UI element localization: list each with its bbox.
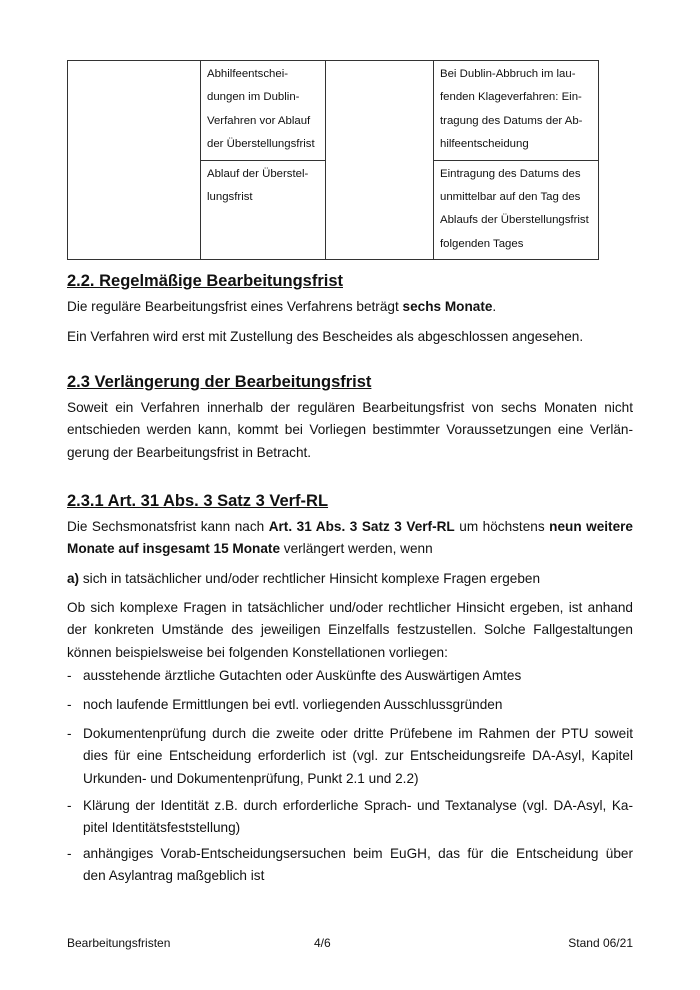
text-bold: Art. 31 Abs. 3 Satz 3 Verf-RL	[268, 519, 455, 534]
cell-line: Ablauf der Überstel-	[207, 167, 309, 180]
text: Urkunden- und Dokumentenprüfung, Punkt 2.1 und 2.2)	[83, 770, 419, 786]
cell-line: dungen im Dublin-	[207, 91, 300, 104]
text: dies für eine Entscheidung erforderlich ist (vgl. zur Entscheidungsreife DA-Asyl, Kapitel	[83, 748, 633, 764]
text: den Asylantrag maßgeblich ist	[83, 868, 265, 884]
text-bold: Monate auf insgesamt 15 Monate	[67, 541, 281, 557]
text: Dokumentenprüfung durch die zweite oder dritte Prüfebene im Rahmen der PTU soweit	[83, 726, 633, 741]
cell-line: unmittelbar auf den Tag des	[440, 191, 581, 204]
paragraph	[67, 597, 633, 664]
text: um höchstens	[454, 519, 550, 534]
page-number: 4/6	[314, 936, 331, 950]
section-heading-2-2: 2.2. Regelmäßige Bearbeitungsfrist	[67, 272, 343, 290]
footer-version: Stand 06/21	[568, 936, 633, 950]
cell-line: fenden Klageverfahren: Ein-	[440, 91, 582, 104]
cell-line: tragung des Datums der Ab-	[440, 114, 583, 127]
cell-line: lungsfrist	[207, 191, 253, 204]
bullet-dash: -	[67, 697, 72, 712]
text: pitel Identitätsfeststellung)	[83, 820, 241, 836]
paragraph	[67, 516, 633, 561]
text: anhängiges Vorab-Entscheidungsersuchen beim EuGH, das für die Entscheidung über	[83, 846, 633, 861]
text: verlängert werden, wenn	[280, 541, 433, 557]
cell-line: Abhilfeentschei-	[207, 68, 289, 80]
text: können beispielsweise bei folgenden Konstellationen vorliegen:	[67, 644, 448, 660]
table-cell-empty	[326, 61, 434, 260]
bullet-dash: -	[67, 798, 72, 813]
bullet-dash: -	[67, 726, 72, 741]
text: .	[492, 299, 497, 314]
paragraph	[67, 568, 633, 590]
cell-line: Bei Dublin-Abbruch im lau-	[440, 68, 576, 80]
text-bold: sechs Monate	[402, 299, 493, 314]
footer-title: Bearbeitungsfristen	[67, 936, 171, 950]
text: entschieden werden kann, kommt bei Vorliegen bestimmter Voraussetzungen eine Verlän-	[67, 422, 633, 438]
cell-line: hilfeentscheidung	[440, 138, 529, 151]
text: noch laufende Ermittlungen bei evtl. vorliegenden Ausschlussgründen	[83, 697, 503, 712]
text-bold: neun weitere	[549, 519, 633, 534]
section-heading-2-3-1: 2.3.1 Art. 31 Abs. 3 Satz 3 Verf-RL	[67, 492, 329, 510]
list-label: a)	[67, 571, 80, 586]
text: Die Sechsmonatsfrist kann nach	[67, 519, 269, 534]
text: der konkreten Umstände des jeweiligen Einzelfalls festzustellen. Solche Fallgestaltungen	[67, 622, 633, 638]
text: Klärung der Identität z.B. durch erforderliche Sprach- und Textanalyse (vgl. DA-Asyl, Ka-	[83, 798, 633, 813]
cell-line: Ablaufs der Überstellungsfrist	[440, 214, 589, 227]
bullet-dash: -	[67, 846, 72, 861]
text: ausstehende ärztliche Gutachten oder Auskünfte des Auswärtigen Amtes	[83, 668, 522, 683]
deadline-table	[67, 60, 599, 260]
paragraph	[67, 397, 633, 464]
text: Die reguläre Bearbeitungsfrist eines Verfahrens beträgt	[67, 299, 403, 314]
bullet-dash: -	[67, 668, 72, 683]
table-cell	[201, 160, 326, 260]
table-row	[68, 61, 599, 161]
paragraph	[67, 326, 633, 348]
paragraph	[67, 296, 633, 318]
cell-line: folgenden Tages	[440, 237, 524, 250]
table-cell	[201, 61, 326, 161]
text: gerung der Bearbeitungsfrist in Betracht.	[67, 444, 312, 460]
table-cell-empty	[68, 61, 201, 260]
text: Ein Verfahren wird erst mit Zustellung des Bescheides als abgeschlossen angesehen.	[67, 329, 584, 344]
cell-line: der Überstellungsfrist	[207, 138, 315, 151]
text: Soweit ein Verfahren innerhalb der regulären Bearbeitungsfrist von sechs Monaten nicht	[67, 400, 633, 415]
table-cell	[434, 160, 599, 260]
cell-line: Eintragung des Datums des	[440, 167, 581, 180]
text: sich in tatsächlicher und/oder rechtlicher Hinsicht komplexe Fragen ergeben	[79, 571, 541, 586]
text: Ob sich komplexe Fragen in tatsächlicher und/oder rechtlicher Hinsicht ergeben, ist anhand	[67, 600, 633, 615]
table-cell	[434, 61, 599, 161]
section-heading-2-3: 2.3 Verlängerung der Bearbeitungsfrist	[67, 373, 372, 391]
cell-line: Verfahren vor Ablauf	[207, 114, 311, 127]
